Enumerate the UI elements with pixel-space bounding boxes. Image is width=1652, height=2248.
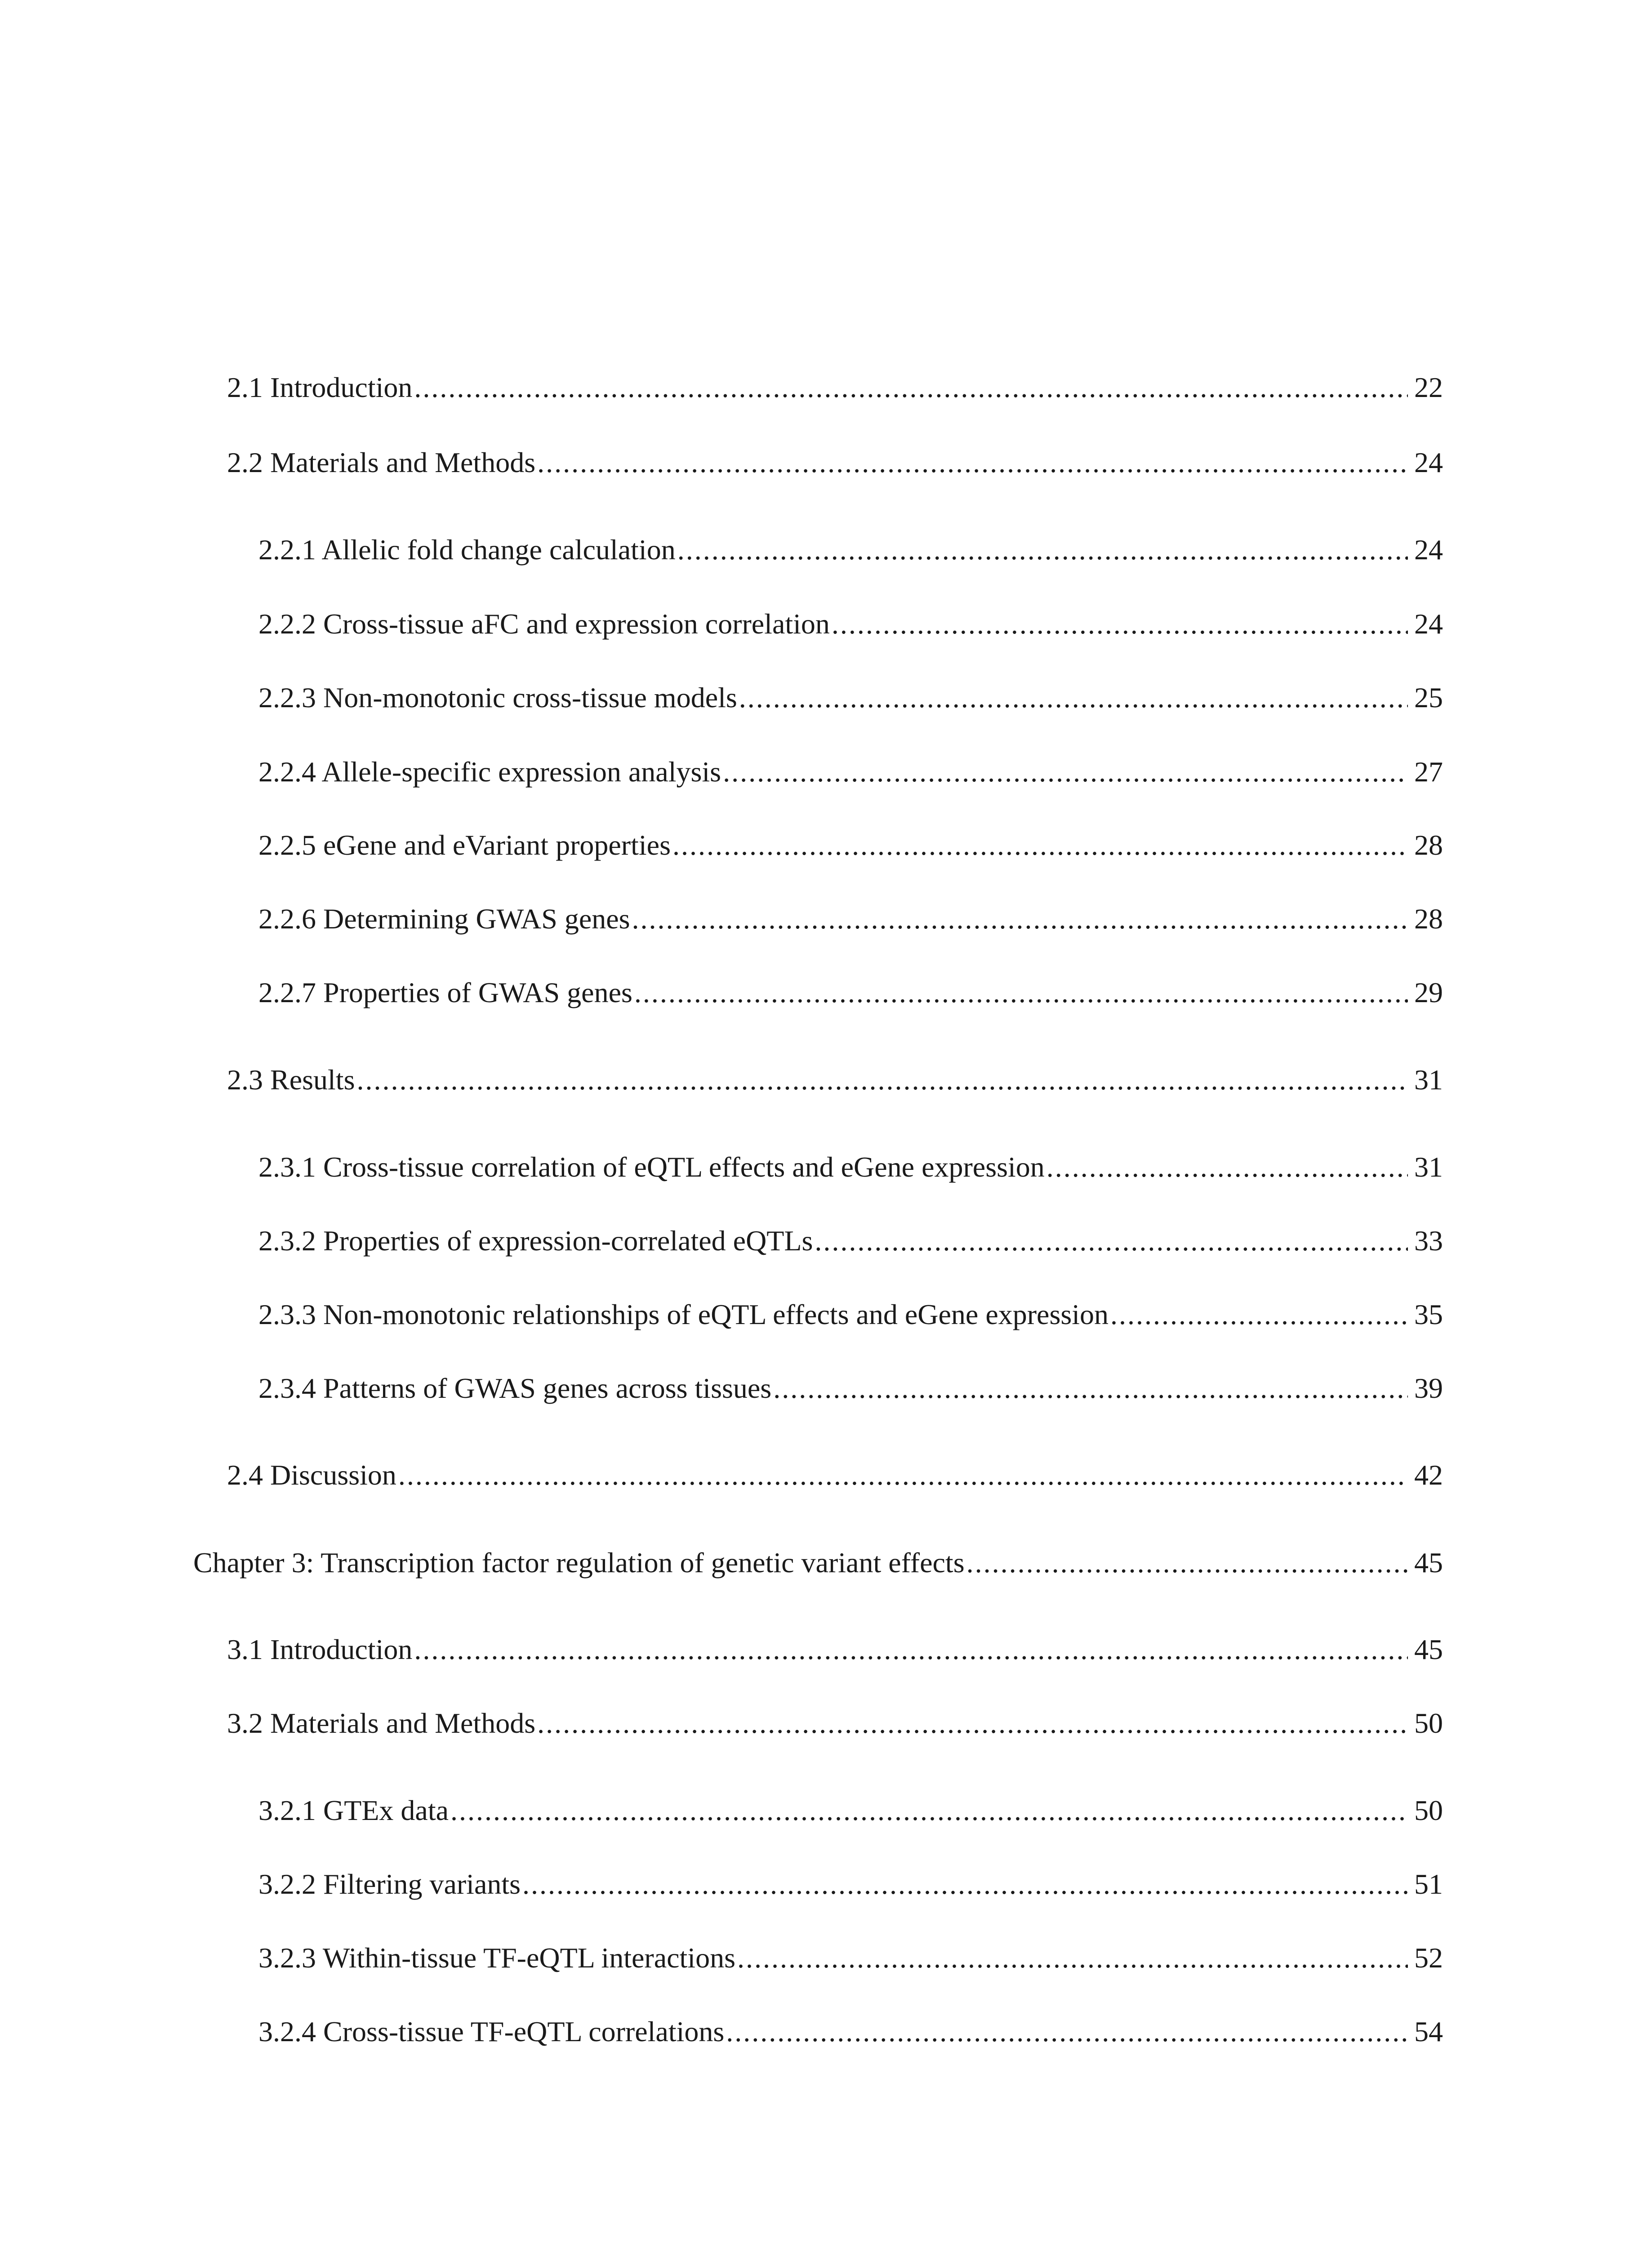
toc-entry-title: 2.2.6 Determining GWAS genes [258, 903, 630, 935]
toc-entry-title: 2.3.1 Cross-tissue correlation of eQTL effects and eGene expression [258, 1151, 1045, 1183]
toc-dot-leader [537, 1705, 1408, 1741]
toc-page-number: 31 [1414, 1151, 1443, 1183]
toc-entry-title: 2.3.4 Patterns of GWAS genes across tissues [258, 1372, 772, 1404]
toc-dot-leader [634, 975, 1408, 1011]
toc-dot-leader [773, 1370, 1408, 1406]
toc-entry-title: 2.2.4 Allele-specific expression analysis [258, 756, 721, 788]
toc-page-number: 33 [1414, 1225, 1443, 1257]
toc-entry[interactable] [258, 2014, 1443, 2050]
toc-page-number: 51 [1414, 1868, 1443, 1900]
toc-entry-title: 2.4 Discussion [227, 1459, 396, 1491]
toc-entry[interactable] [258, 1793, 1443, 1829]
toc-dot-leader [966, 1545, 1408, 1581]
toc-page-number: 50 [1414, 1707, 1443, 1739]
toc-dot-leader [726, 2014, 1408, 2050]
toc-page-number: 27 [1414, 756, 1443, 788]
toc-entry[interactable] [227, 1457, 1443, 1493]
toc-dot-leader [832, 606, 1408, 642]
toc-entry[interactable] [258, 1149, 1443, 1185]
toc-entry-title: 2.3.3 Non-monotonic relationships of eQTL effects and eGene expression [258, 1298, 1109, 1330]
toc-page-number: 25 [1414, 682, 1443, 714]
toc-entry-title: Chapter 3: Transcription factor regulation of genetic variant effects [193, 1547, 965, 1579]
toc-entry[interactable] [227, 445, 1443, 481]
toc-entry-title: 2.2.5 eGene and eVariant properties [258, 829, 671, 861]
toc-entry[interactable] [258, 532, 1443, 568]
toc-page-number: 50 [1414, 1794, 1443, 1826]
toc-entry-title: 2.2.7 Properties of GWAS genes [258, 977, 632, 1008]
toc-dot-leader [414, 370, 1408, 406]
toc-page-number: 45 [1414, 1633, 1443, 1665]
toc-entry-title: 3.2.2 Filtering variants [258, 1868, 521, 1900]
toc-dot-leader [414, 1632, 1408, 1668]
toc-dot-leader [739, 680, 1408, 716]
toc-dot-leader [723, 754, 1408, 790]
toc-entry[interactable] [227, 370, 1443, 406]
toc-dot-leader [537, 445, 1408, 481]
toc-entry[interactable] [258, 1866, 1443, 1902]
toc-page-number: 52 [1414, 1942, 1443, 1974]
toc-entry[interactable] [258, 1370, 1443, 1406]
toc-page-number: 35 [1414, 1298, 1443, 1330]
toc-dot-leader [356, 1062, 1408, 1098]
toc-page-number: 42 [1414, 1459, 1443, 1491]
toc-entry[interactable] [227, 1062, 1443, 1098]
toc-page-number: 24 [1414, 608, 1443, 640]
toc-dot-leader [398, 1457, 1408, 1493]
toc-entry[interactable] [258, 975, 1443, 1011]
toc-dot-leader [1046, 1149, 1408, 1185]
toc-entry[interactable] [258, 1297, 1443, 1333]
toc-entry-title: 2.3 Results [227, 1064, 355, 1096]
toc-dot-leader [1110, 1297, 1408, 1333]
toc-entry-title: 2.2.2 Cross-tissue aFC and expression correlation [258, 608, 830, 640]
toc-entry[interactable] [193, 1545, 1443, 1581]
toc-page-number: 54 [1414, 2016, 1443, 2047]
toc-entry-title: 2.2.3 Non-monotonic cross-tissue models [258, 682, 737, 714]
toc-entry[interactable] [227, 1632, 1443, 1668]
toc-page-number: 24 [1414, 446, 1443, 478]
toc-page-number: 29 [1414, 977, 1443, 1008]
toc-entry[interactable] [258, 1223, 1443, 1259]
toc-entry-title: 2.2 Materials and Methods [227, 446, 536, 478]
toc-entry[interactable] [258, 901, 1443, 937]
toc-entry[interactable] [258, 1940, 1443, 1976]
toc-dot-leader [677, 532, 1408, 568]
toc-page-number: 28 [1414, 903, 1443, 935]
toc-dot-leader [450, 1793, 1408, 1829]
toc-page-number: 31 [1414, 1064, 1443, 1096]
toc-dot-leader [632, 901, 1408, 937]
toc-dot-leader [522, 1866, 1408, 1902]
toc-dot-leader [737, 1940, 1408, 1976]
toc-dot-leader [672, 827, 1408, 863]
toc-entry-title: 3.2.3 Within-tissue TF-eQTL interactions [258, 1942, 735, 1974]
toc-entry[interactable] [227, 1705, 1443, 1741]
toc-entry-title: 3.2 Materials and Methods [227, 1707, 536, 1739]
toc-entry-title: 2.1 Introduction [227, 371, 413, 403]
toc-entry-title: 3.2.1 GTEx data [258, 1794, 449, 1826]
toc-page-number: 39 [1414, 1372, 1443, 1404]
toc-page-number: 28 [1414, 829, 1443, 861]
toc-page-number: 45 [1414, 1547, 1443, 1579]
toc-dot-leader [815, 1223, 1408, 1259]
toc-entry[interactable] [258, 754, 1443, 790]
toc-entry[interactable] [258, 606, 1443, 642]
toc-entry-title: 3.2.4 Cross-tissue TF-eQTL correlations [258, 2016, 725, 2047]
toc-page-number: 24 [1414, 534, 1443, 566]
toc-entry[interactable] [258, 680, 1443, 716]
toc-page-number: 22 [1414, 371, 1443, 403]
toc-entry-title: 3.1 Introduction [227, 1633, 413, 1665]
toc-entry-title: 2.3.2 Properties of expression-correlated eQTLs [258, 1225, 813, 1257]
toc-entry[interactable] [258, 827, 1443, 863]
toc-entry-title: 2.2.1 Allelic fold change calculation [258, 534, 676, 566]
